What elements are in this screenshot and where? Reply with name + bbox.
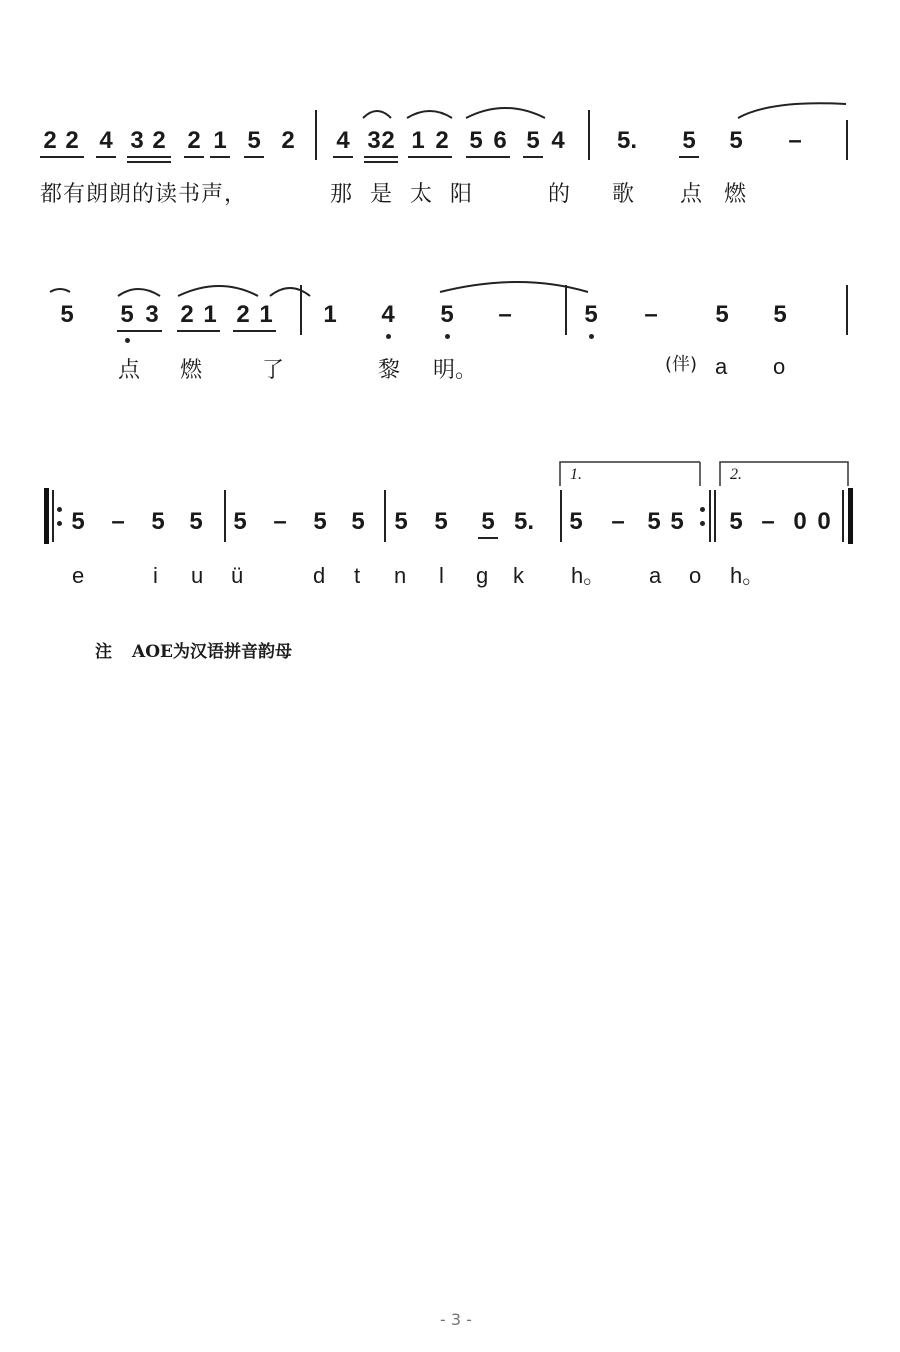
note: 5 xyxy=(682,127,696,154)
note: 5 xyxy=(351,508,365,535)
note: 2 xyxy=(435,127,449,154)
dash: – xyxy=(111,508,125,535)
slur xyxy=(50,289,70,292)
low-octave-dot xyxy=(589,334,594,339)
slur xyxy=(178,286,258,296)
note: 5 xyxy=(233,508,247,535)
note: 5 xyxy=(670,508,684,535)
underline xyxy=(96,156,116,158)
note: 5 xyxy=(715,301,729,328)
note: 3 xyxy=(145,301,159,328)
repeat-start-thin xyxy=(52,490,54,542)
phonetic: i xyxy=(153,563,158,588)
note: 2 xyxy=(236,301,250,328)
slur xyxy=(407,111,452,118)
underline xyxy=(364,156,398,158)
repeat-dot xyxy=(700,507,705,512)
note: 5 xyxy=(481,508,495,535)
low-octave-dot xyxy=(386,334,391,339)
note: 1 xyxy=(323,301,337,328)
note: 5. xyxy=(616,127,637,154)
note: 5. xyxy=(513,508,534,535)
phonetic: h。 xyxy=(730,563,765,588)
low-octave-dot xyxy=(125,338,130,343)
note: 3 xyxy=(130,127,144,154)
lyric: 点 xyxy=(118,358,141,383)
note: 2 xyxy=(180,301,194,328)
note: 5 xyxy=(71,508,85,535)
rest: 0 xyxy=(817,508,831,535)
lyric: 点燃 xyxy=(680,182,769,207)
note: 5 xyxy=(434,508,448,535)
note: 5 xyxy=(729,127,743,154)
note: 4 xyxy=(99,127,113,154)
phonetic: e xyxy=(72,563,85,588)
bar-line xyxy=(846,120,848,160)
note: 5 xyxy=(60,301,74,328)
slur xyxy=(738,103,846,118)
note: 1 xyxy=(411,127,425,154)
note: 2 xyxy=(281,127,295,154)
footnote-text: AOE为汉语拼音韵母 xyxy=(132,642,292,662)
slur xyxy=(118,289,160,296)
underline xyxy=(244,156,264,158)
note: 5 xyxy=(151,508,165,535)
final-bar-thin xyxy=(842,490,844,542)
bar-line xyxy=(384,490,386,542)
underline xyxy=(523,156,543,158)
phonetic: h。 xyxy=(571,563,606,588)
note: 5 xyxy=(247,127,261,154)
note: 6 xyxy=(493,127,507,154)
underline xyxy=(184,156,204,158)
dash: – xyxy=(788,127,802,154)
bar-line xyxy=(565,285,567,335)
note: 4 xyxy=(381,301,395,328)
note: 4 xyxy=(551,127,565,154)
lyric: 明。 xyxy=(433,358,478,383)
underline xyxy=(408,156,452,158)
phonetic: n xyxy=(394,563,407,588)
lyric: 了 xyxy=(262,358,285,383)
bar-line xyxy=(560,490,562,542)
accompaniment-mark: (伴) xyxy=(665,354,698,375)
note: 5 xyxy=(569,508,583,535)
note: 5 xyxy=(729,508,743,535)
note: 1 xyxy=(213,127,227,154)
phonetic: a xyxy=(715,354,728,379)
phonetic: o xyxy=(689,563,702,588)
underline xyxy=(364,161,398,163)
slur xyxy=(270,288,310,296)
note: 2 xyxy=(381,127,395,154)
bar-line xyxy=(315,110,317,160)
lyric: 的 xyxy=(548,182,571,207)
note: 4 xyxy=(336,127,350,154)
phonetic: g xyxy=(476,563,489,588)
phonetic: a xyxy=(649,563,662,588)
underline xyxy=(679,156,699,158)
repeat-end-thin xyxy=(714,490,716,542)
note: 5 xyxy=(469,127,483,154)
dash: – xyxy=(273,508,287,535)
lyric: 歌 xyxy=(612,182,635,207)
underline xyxy=(333,156,353,158)
note: 2 xyxy=(43,127,57,154)
repeat-dot xyxy=(700,521,705,526)
note: 5 xyxy=(189,508,203,535)
note: 1 xyxy=(259,301,273,328)
bar-line xyxy=(588,110,590,160)
underline xyxy=(466,156,510,158)
underline xyxy=(127,156,171,158)
note: 5 xyxy=(440,301,454,328)
phonetic: ü xyxy=(231,563,244,588)
note: 2 xyxy=(187,127,201,154)
dash: – xyxy=(611,508,625,535)
final-bar-thick xyxy=(848,488,853,544)
note: 5 xyxy=(526,127,540,154)
dash: – xyxy=(498,301,512,328)
bar-line xyxy=(300,285,302,335)
repeat-dot xyxy=(57,507,62,512)
phonetic: t xyxy=(354,563,361,588)
phonetic: k xyxy=(513,563,524,588)
dash: – xyxy=(761,508,775,535)
note: 2 xyxy=(65,127,79,154)
note: 2 xyxy=(152,127,166,154)
slur xyxy=(466,108,545,118)
footnote-label: 注 xyxy=(95,642,112,662)
underline xyxy=(478,537,498,539)
note: 3 xyxy=(367,127,381,154)
note: 5 xyxy=(394,508,408,535)
lyric: 燃 xyxy=(180,358,203,383)
phonetic: l xyxy=(439,563,444,588)
lyric: 都有朗朗的读书声， xyxy=(40,182,248,207)
rest: 0 xyxy=(793,508,807,535)
phonetic: o xyxy=(773,354,786,379)
underline xyxy=(233,330,276,332)
underline xyxy=(210,156,230,158)
page-number: - 3 - xyxy=(440,1310,472,1329)
lyric: 那是太阳 xyxy=(330,182,491,207)
note: 5 xyxy=(584,301,598,328)
underline xyxy=(117,330,162,332)
repeat-dot xyxy=(57,521,62,526)
low-octave-dot xyxy=(445,334,450,339)
repeat-start-thick xyxy=(44,488,49,544)
volta-1-label: 1. xyxy=(570,466,582,483)
repeat-end-thin xyxy=(709,490,711,542)
underline xyxy=(127,161,171,163)
slur xyxy=(363,111,391,118)
lyric: 黎 xyxy=(378,358,401,383)
note: 5 xyxy=(313,508,327,535)
note: 5 xyxy=(120,301,134,328)
bar-line xyxy=(224,490,226,542)
bar-line xyxy=(846,285,848,335)
note: 5 xyxy=(647,508,661,535)
dash: – xyxy=(644,301,658,328)
underline xyxy=(40,156,84,158)
note: 5 xyxy=(773,301,787,328)
note: 1 xyxy=(203,301,217,328)
volta-2-label: 2. xyxy=(730,466,742,483)
phonetic: d xyxy=(313,563,326,588)
underline xyxy=(177,330,220,332)
phonetic: u xyxy=(191,563,204,588)
